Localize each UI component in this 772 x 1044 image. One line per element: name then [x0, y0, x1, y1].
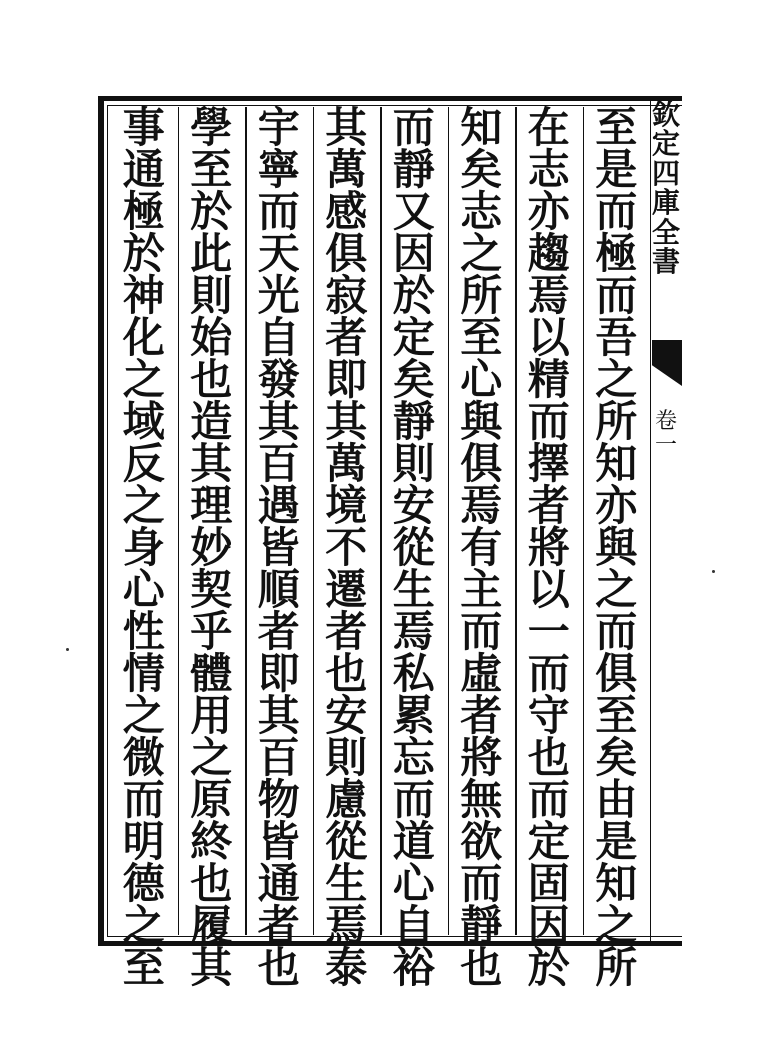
- column-char: 主: [460, 565, 503, 614]
- column-rule: [515, 107, 517, 935]
- column-char: 通: [122, 145, 165, 194]
- column-char: 裕: [392, 943, 435, 992]
- column-char: 而: [392, 775, 435, 824]
- column-char: 生: [392, 565, 435, 614]
- column-char: 而: [527, 397, 570, 446]
- column-char: 有: [460, 523, 503, 572]
- column-char: 身: [122, 523, 165, 572]
- column-char: 由: [595, 775, 638, 824]
- column-char: 也: [527, 733, 570, 782]
- column-char: 定: [527, 817, 570, 866]
- column-char: 其: [190, 439, 233, 488]
- column-char: 物: [257, 775, 300, 824]
- text-column: [313, 103, 381, 992]
- column-rule: [245, 107, 247, 935]
- column-char: 通: [257, 859, 300, 908]
- column-char: 亦: [527, 187, 570, 236]
- spine-title-char: 欽: [651, 98, 680, 131]
- column-char: 造: [190, 397, 233, 446]
- column-char: 將: [527, 523, 570, 572]
- column-char: 即: [325, 355, 368, 404]
- column-char: 光: [257, 271, 300, 320]
- column-char: 則: [190, 271, 233, 320]
- paper-speck: [712, 570, 715, 573]
- column-char: 始: [190, 313, 233, 362]
- column-char: 也: [325, 649, 368, 698]
- spine-title-char: 定: [651, 127, 680, 161]
- column-char: 用: [190, 691, 233, 740]
- column-char: 心: [392, 859, 435, 908]
- column-char: 百: [257, 733, 300, 782]
- column-char: 於: [527, 943, 570, 992]
- column-char: 之: [595, 565, 638, 614]
- column-rule: [448, 107, 450, 935]
- column-char: 所: [595, 943, 638, 992]
- column-char: 則: [392, 439, 435, 488]
- column-char: 而: [257, 187, 300, 236]
- column-char: 亦: [595, 481, 638, 530]
- column-char: 遇: [257, 481, 300, 530]
- column-char: 履: [190, 901, 233, 950]
- column-char: 也: [460, 943, 503, 992]
- column-char: 與: [595, 523, 638, 572]
- spine-volume-char: 卷: [654, 409, 677, 434]
- column-char: 焉: [325, 901, 368, 950]
- column-char: 是: [595, 145, 638, 194]
- column-char: 吾: [595, 313, 638, 362]
- column-char: 終: [190, 817, 233, 866]
- column-char: 將: [460, 733, 503, 782]
- column-char: 其: [190, 943, 233, 992]
- column-char: 反: [122, 439, 165, 488]
- column-char: 因: [392, 229, 435, 278]
- column-char: 焉: [460, 481, 503, 530]
- column-char: 固: [527, 859, 570, 908]
- column-char: 也: [190, 859, 233, 908]
- column-char: 因: [527, 901, 570, 950]
- column-char: 至: [460, 313, 503, 362]
- column-char: 德: [122, 859, 165, 908]
- column-char: 靜: [392, 145, 435, 194]
- column-char: 虛: [460, 649, 503, 698]
- column-char: 皆: [257, 523, 300, 572]
- column-char: 守: [527, 691, 570, 740]
- column-char: 生: [325, 859, 368, 908]
- column-char: 知: [595, 439, 638, 488]
- column-char: 心: [122, 565, 165, 614]
- spine-title-char: 書: [651, 244, 680, 278]
- column-char: 其: [325, 103, 368, 152]
- column-char: 所: [460, 271, 503, 320]
- text-column: [448, 103, 516, 992]
- column-char: 遷: [325, 565, 368, 614]
- column-char: 矣: [595, 733, 638, 782]
- paper-speck: [66, 648, 69, 651]
- column-char: 而: [595, 187, 638, 236]
- column-char: 趨: [527, 229, 570, 278]
- column-char: 累: [392, 691, 435, 740]
- column-char: 而: [392, 103, 435, 152]
- column-char: 至: [122, 943, 165, 992]
- text-column: [380, 103, 448, 992]
- column-char: 之: [460, 229, 503, 278]
- column-char: 一: [527, 607, 570, 656]
- column-char: 而: [527, 775, 570, 824]
- column-char: 而: [527, 649, 570, 698]
- column-char: 性: [122, 607, 165, 656]
- column-char: 志: [460, 187, 503, 236]
- column-char: 忘: [392, 733, 435, 782]
- column-char: 焉: [527, 271, 570, 320]
- column-char: 此: [190, 229, 233, 278]
- column-char: 至: [595, 103, 638, 152]
- column-char: 以: [527, 565, 570, 614]
- column-char: 於: [190, 187, 233, 236]
- column-char: 俱: [325, 229, 368, 278]
- column-char: 也: [257, 943, 300, 992]
- column-rule: [313, 107, 315, 935]
- column-char: 志: [527, 145, 570, 194]
- column-char: 者: [257, 607, 300, 656]
- column-char: 萬: [325, 439, 368, 488]
- column-char: 則: [325, 733, 368, 782]
- column-char: 契: [190, 565, 233, 614]
- column-char: 以: [527, 313, 570, 362]
- text-column: [515, 103, 583, 992]
- column-char: 之: [122, 691, 165, 740]
- text-column: [245, 103, 313, 992]
- spine-volume-char: 一: [654, 433, 677, 459]
- column-char: 也: [190, 355, 233, 404]
- column-char: 者: [325, 607, 368, 656]
- column-char: 學: [190, 103, 233, 152]
- column-char: 而: [122, 775, 165, 824]
- column-char: 之: [595, 355, 638, 404]
- column-char: 境: [325, 481, 368, 530]
- column-char: 於: [122, 229, 165, 278]
- column-char: 而: [595, 271, 638, 320]
- column-char: 知: [460, 103, 503, 152]
- column-char: 道: [392, 817, 435, 866]
- column-char: 自: [392, 901, 435, 950]
- column-char: 又: [392, 187, 435, 236]
- column-char: 理: [190, 481, 233, 530]
- column-char: 至: [190, 145, 233, 194]
- column-char: 而: [595, 607, 638, 656]
- column-char: 寂: [325, 271, 368, 320]
- column-char: 其: [325, 397, 368, 446]
- column-char: 域: [122, 397, 165, 446]
- column-char: 慮: [325, 775, 368, 824]
- column-char: 至: [595, 691, 638, 740]
- column-char: 知: [595, 859, 638, 908]
- column-char: 安: [392, 481, 435, 530]
- spine-title: [651, 100, 681, 276]
- column-char: 寧: [257, 145, 300, 194]
- column-char: 其: [257, 691, 300, 740]
- text-column: [178, 103, 246, 992]
- column-char: 矣: [460, 145, 503, 194]
- column-char: 極: [122, 187, 165, 236]
- column-char: 在: [527, 103, 570, 152]
- column-char: 皆: [257, 817, 300, 866]
- column-char: 焉: [392, 607, 435, 656]
- column-char: 自: [257, 313, 300, 362]
- column-char: 之: [122, 355, 165, 404]
- column-char: 發: [257, 355, 300, 404]
- column-char: 靜: [392, 397, 435, 446]
- column-char: 感: [325, 187, 368, 236]
- column-char: 百: [257, 439, 300, 488]
- column-char: 而: [460, 859, 503, 908]
- spine-title-char: 全: [651, 215, 680, 249]
- column-char: 天: [257, 229, 300, 278]
- column-rule: [583, 107, 585, 935]
- column-char: 從: [325, 817, 368, 866]
- column-char: 妙: [190, 523, 233, 572]
- column-char: 宇: [257, 103, 300, 152]
- column-char: 之: [190, 733, 233, 782]
- column-char: 者: [325, 313, 368, 362]
- column-char: 於: [392, 271, 435, 320]
- column-char: 神: [122, 271, 165, 320]
- column-char: 化: [122, 313, 165, 362]
- column-char: 體: [190, 649, 233, 698]
- column-char: 者: [527, 481, 570, 530]
- spine-title-char: 四: [651, 156, 680, 190]
- column-char: 乎: [190, 607, 233, 656]
- column-char: 無: [460, 775, 503, 824]
- column-char: 者: [257, 901, 300, 950]
- column-char: 擇: [527, 439, 570, 488]
- spine-volume: [651, 410, 681, 458]
- column-char: 順: [257, 565, 300, 614]
- column-char: 靜: [460, 901, 503, 950]
- column-char: 矣: [392, 355, 435, 404]
- column-char: 從: [392, 523, 435, 572]
- column-char: 其: [257, 397, 300, 446]
- column-char: 俱: [460, 439, 503, 488]
- column-char: 欲: [460, 817, 503, 866]
- column-char: 俱: [595, 649, 638, 698]
- column-char: 是: [595, 817, 638, 866]
- column-char: 萬: [325, 145, 368, 194]
- column-char: 不: [325, 523, 368, 572]
- column-char: 即: [257, 649, 300, 698]
- column-char: 與: [460, 397, 503, 446]
- column-char: 安: [325, 691, 368, 740]
- column-char: 之: [122, 901, 165, 950]
- column-char: 之: [595, 901, 638, 950]
- column-char: 極: [595, 229, 638, 278]
- column-rule: [380, 107, 382, 935]
- column-char: 而: [460, 607, 503, 656]
- column-char: 事: [122, 103, 165, 152]
- column-rule: [178, 107, 180, 935]
- column-char: 者: [460, 691, 503, 740]
- text-column: [583, 103, 651, 992]
- column-char: 泰: [325, 943, 368, 992]
- column-char: 明: [122, 817, 165, 866]
- column-char: 微: [122, 733, 165, 782]
- column-char: 原: [190, 775, 233, 824]
- column-char: 私: [392, 649, 435, 698]
- text-column: [110, 103, 178, 992]
- spine-title-char: 庫: [651, 186, 680, 220]
- column-char: 所: [595, 397, 638, 446]
- column-char: 精: [527, 355, 570, 404]
- column-char: 之: [122, 481, 165, 530]
- column-char: 情: [122, 649, 165, 698]
- column-char: 定: [392, 313, 435, 362]
- column-char: 心: [460, 355, 503, 404]
